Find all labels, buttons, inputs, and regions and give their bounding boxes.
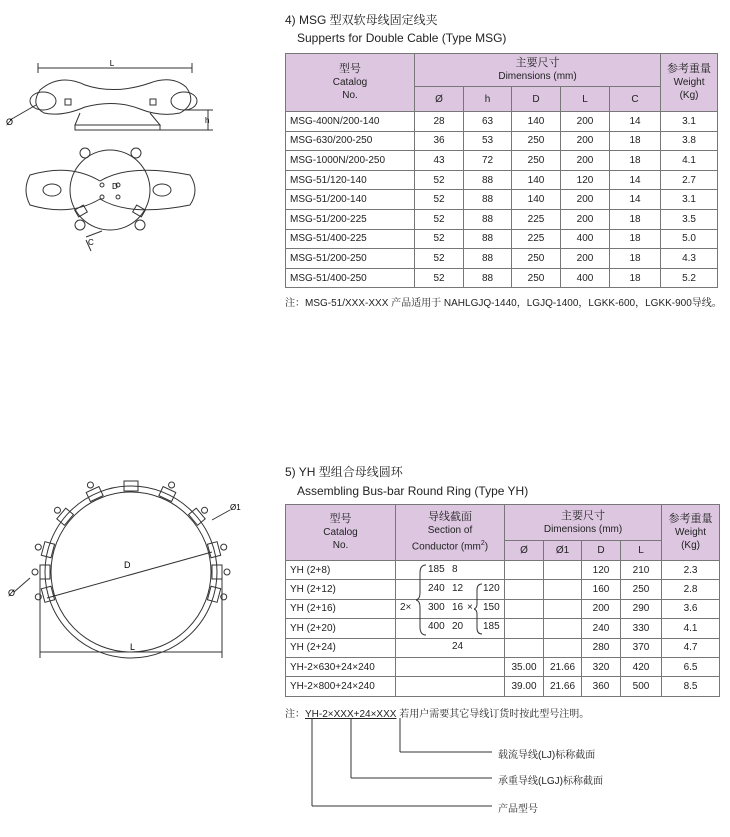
msg-dim-L: L — [109, 59, 115, 68]
msg-value-cell: 52 — [415, 190, 464, 210]
msg-value-cell: 43 — [415, 151, 464, 171]
ring-bolt-icon — [35, 586, 54, 602]
msg-value-cell: 200 — [561, 112, 610, 132]
yh-header-dimensions: 主要尺寸 Dimensions (mm) — [505, 505, 662, 541]
yh-header-catalog: 型号 Catalog No. — [286, 505, 396, 561]
msg-dim-D: D — [112, 182, 118, 191]
msg-value-cell: 400 — [561, 268, 610, 288]
yh-dim-phi: Ø — [8, 588, 16, 598]
yh-value-cell: 360 — [582, 677, 621, 696]
msg-value-cell: 200 — [561, 190, 610, 210]
msg-value-cell: 120 — [561, 170, 610, 190]
msg-value-cell: 36 — [415, 131, 464, 151]
yh-model-cell: YH (2+8) — [286, 561, 396, 580]
yh-model-cell: YH-2×630+24×240 — [286, 657, 396, 676]
yh-value-cell: 420 — [621, 657, 662, 676]
msg-value-cell: 52 — [415, 170, 464, 190]
table-row — [286, 131, 718, 151]
msg-value-cell: 88 — [464, 190, 512, 210]
table-row — [286, 151, 718, 171]
msg-value-cell: 200 — [561, 209, 610, 229]
yh-dim-phi1: Ø1 — [230, 503, 241, 512]
msg-dim-h: h — [205, 116, 210, 125]
msg-model-cell: MSG-51/200-140 — [286, 190, 415, 210]
msg-value-cell: 14 — [610, 170, 661, 190]
msg-value-cell: 72 — [464, 151, 512, 171]
msg-value-cell: 18 — [610, 229, 661, 249]
yh-header-weight: 参考重量 Weight (Kg) — [662, 505, 720, 561]
yh-legend-leaders — [300, 716, 530, 816]
yh-legend-item2: 承重导线(LGJ)标称截面 — [498, 776, 603, 787]
yh-value-cell — [505, 599, 544, 618]
ring-bolt-icon — [212, 565, 230, 579]
msg-value-cell: 18 — [610, 268, 661, 288]
msg-model-cell: MSG-51/200-225 — [286, 209, 415, 229]
yh-sec-r3-a: 300 — [428, 602, 445, 613]
yh-section-brace-right — [474, 582, 484, 636]
msg-value-cell: 18 — [610, 151, 661, 171]
msg-value-cell: 4.3 — [661, 249, 718, 269]
msg-model-cell: MSG-400N/200-140 — [286, 112, 415, 132]
yh-dim-D: D — [124, 560, 131, 570]
msg-value-cell: 250 — [512, 131, 561, 151]
yh-header-section: 导线截面 Section of Conductor $(mm^2)$ — [396, 505, 505, 561]
msg-value-cell: 52 — [415, 229, 464, 249]
msg-value-cell: 200 — [561, 131, 610, 151]
msg-value-cell: 4.1 — [661, 151, 718, 171]
msg-value-cell: 88 — [464, 170, 512, 190]
msg-model-cell: MSG-630/200-250 — [286, 131, 415, 151]
yh-value-cell: 280 — [582, 638, 621, 657]
yh-value-cell — [505, 619, 544, 638]
yh-value-cell — [544, 619, 582, 638]
msg-value-cell: 250 — [512, 151, 561, 171]
msg-value-cell: 2.7 — [661, 170, 718, 190]
yh-model-cell: YH (2+16) — [286, 599, 396, 618]
msg-value-cell: 88 — [464, 229, 512, 249]
yh-sec-r3-b: 16 — [452, 602, 464, 613]
yh-value-cell: 500 — [621, 677, 662, 696]
yh-col-L: L — [621, 541, 662, 561]
yh-model-cell: YH (2+12) — [286, 580, 396, 599]
yh-dim-L: L — [130, 642, 136, 652]
yh-value-cell: 250 — [621, 580, 662, 599]
yh-model-cell: YH-2×800+24×240 — [286, 677, 396, 696]
table-row — [286, 170, 718, 190]
yh-sec-r1-b: 8 — [452, 564, 458, 575]
msg-value-cell: 53 — [464, 131, 512, 151]
yh-section-prefix: 2× — [400, 602, 412, 613]
yh-legend-item1: 载流导线(LJ)标称截面 — [498, 750, 596, 761]
yh-note-code: YH-2×XXX+24×XXX — [305, 709, 397, 720]
table-row — [286, 249, 718, 269]
yh-value-cell: 35.00 — [505, 657, 544, 676]
msg-header-weight: 参考重量 Weight (Kg) — [661, 54, 718, 112]
yh-sec-r1-a: 185 — [428, 564, 445, 575]
yh-ring-drawing — [0, 480, 262, 665]
msg-col-h: h — [464, 87, 512, 112]
yh-value-cell — [544, 638, 582, 657]
msg-value-cell: 63 — [464, 112, 512, 132]
yh-value-cell — [544, 599, 582, 618]
yh-value-cell: 4.1 — [662, 619, 720, 638]
msg-value-cell: 3.1 — [661, 112, 718, 132]
msg-value-cell: 250 — [512, 249, 561, 269]
msg-value-cell: 14 — [610, 190, 661, 210]
yh-subtitle: Assembling Bus-bar Round Ring (Type YH) — [297, 484, 529, 498]
msg-value-cell: 200 — [561, 249, 610, 269]
yh-section-block — [396, 561, 504, 661]
yh-value-cell: 320 — [582, 657, 621, 676]
msg-value-cell: 3.8 — [661, 131, 718, 151]
yh-value-cell — [505, 561, 544, 580]
yh-model-cell: YH (2+20) — [286, 619, 396, 638]
yh-value-cell — [505, 638, 544, 657]
yh-sec-r3-x: × — [467, 602, 473, 613]
msg-value-cell: 400 — [561, 229, 610, 249]
msg-spec-table — [285, 53, 718, 288]
ring-bolt-icon — [207, 586, 226, 602]
yh-legend-item3: 产品型号 — [498, 804, 538, 815]
yh-title: 5) YH 型组合母线圆环 — [285, 465, 403, 479]
yh-value-cell: 210 — [621, 561, 662, 580]
msg-value-cell: 88 — [464, 249, 512, 269]
msg-value-cell: 3.1 — [661, 190, 718, 210]
yh-value-cell: 240 — [582, 619, 621, 638]
msg-model-cell: MSG-51/400-225 — [286, 229, 415, 249]
msg-dim-C: C — [88, 238, 94, 247]
yh-col-phi1: Ø1 — [544, 541, 582, 561]
yh-sec-r4-c: 185 — [483, 621, 500, 632]
yh-value-cell — [505, 580, 544, 599]
yh-value-cell: 200 — [582, 599, 621, 618]
yh-col-D: D — [582, 541, 621, 561]
yh-value-cell — [544, 580, 582, 599]
msg-model-cell: MSG-51/200-250 — [286, 249, 415, 269]
msg-value-cell: 14 — [610, 112, 661, 132]
table-row — [286, 112, 718, 132]
msg-value-cell: 18 — [610, 209, 661, 229]
yh-value-cell: 160 — [582, 580, 621, 599]
msg-model-cell: MSG-1000N/200-250 — [286, 151, 415, 171]
table-row — [286, 209, 718, 229]
table-row — [286, 677, 720, 696]
ring-bolt-icon — [54, 507, 73, 525]
msg-value-cell: 52 — [415, 249, 464, 269]
msg-header-dimensions: 主要尺寸 Dimensions (mm) — [415, 54, 661, 87]
yh-sec-r5: 24 — [452, 641, 464, 652]
msg-header-catalog: 型号 Catalog No. — [286, 54, 415, 112]
msg-col-C: C — [610, 87, 661, 112]
msg-title: 4) MSG 型双软母线固定线夹 — [285, 13, 438, 27]
yh-sec-r4-a: 400 — [428, 621, 445, 632]
yh-sec-r4-b: 20 — [452, 621, 464, 632]
msg-value-cell: 200 — [561, 151, 610, 171]
msg-col-L: L — [561, 87, 610, 112]
yh-value-cell: 370 — [621, 638, 662, 657]
yh-sec-r3-c: 150 — [483, 602, 500, 613]
ring-bolt-icon — [189, 507, 208, 525]
yh-sec-r2-b: 12 — [452, 583, 464, 594]
yh-value-cell: 290 — [621, 599, 662, 618]
yh-value-cell: 4.7 — [662, 638, 720, 657]
msg-value-cell: 225 — [512, 229, 561, 249]
msg-col-phi: Ø — [415, 87, 464, 112]
msg-clamp-drawing — [0, 55, 260, 255]
msg-value-cell: 88 — [464, 268, 512, 288]
msg-value-cell: 225 — [512, 209, 561, 229]
msg-value-cell: 88 — [464, 209, 512, 229]
ring-bolt-icon — [35, 542, 54, 558]
yh-note-text: 若用户需要其它导线订货时按此型号注明。 — [399, 709, 590, 720]
msg-dim-phi: Ø — [6, 117, 14, 127]
yh-model-cell: YH (2+24) — [286, 638, 396, 657]
yh-sec-r2-c: 120 — [483, 583, 500, 594]
yh-value-cell: 3.6 — [662, 599, 720, 618]
msg-model-cell: MSG-51/400-250 — [286, 268, 415, 288]
yh-value-cell — [544, 561, 582, 580]
yh-col-phi: Ø — [505, 541, 544, 561]
msg-value-cell: 140 — [512, 170, 561, 190]
yh-sec-r2-a: 240 — [428, 583, 445, 594]
msg-value-cell: 140 — [512, 190, 561, 210]
msg-value-cell: 3.5 — [661, 209, 718, 229]
msg-subtitle: Supperts for Double Cable (Type MSG) — [297, 31, 507, 45]
table-row — [286, 190, 718, 210]
msg-value-cell: 18 — [610, 249, 661, 269]
yh-value-cell: 8.5 — [662, 677, 720, 696]
table-row — [286, 229, 718, 249]
msg-value-cell: 28 — [415, 112, 464, 132]
msg-value-cell: 52 — [415, 209, 464, 229]
msg-value-cell: 52 — [415, 268, 464, 288]
yh-value-cell: 330 — [621, 619, 662, 638]
yh-section-cell — [396, 677, 505, 696]
ring-bolt-icon — [207, 542, 226, 558]
msg-value-cell: 250 — [512, 268, 561, 288]
yh-value-cell: 39.00 — [505, 677, 544, 696]
msg-model-cell: MSG-51/120-140 — [286, 170, 415, 190]
yh-value-cell: 120 — [582, 561, 621, 580]
msg-note: 注：MSG-51/XXX-XXX 产品适用于 NAHLGJQ-1440，LGJQ-1400，LGKK-600，LGKK-900导线。 — [285, 298, 722, 309]
yh-value-cell: 2.3 — [662, 561, 720, 580]
msg-value-cell: 5.0 — [661, 229, 718, 249]
yh-value-cell: 21.66 — [544, 677, 582, 696]
yh-note-prefix: 注： — [285, 709, 305, 720]
msg-col-D: D — [512, 87, 561, 112]
msg-value-cell: 5.2 — [661, 268, 718, 288]
ring-bolt-icon — [32, 565, 50, 579]
table-row — [286, 268, 718, 288]
yh-value-cell: 21.66 — [544, 657, 582, 676]
msg-value-cell: 18 — [610, 131, 661, 151]
yh-value-cell: 6.5 — [662, 657, 720, 676]
msg-value-cell: 140 — [512, 112, 561, 132]
yh-value-cell: 2.8 — [662, 580, 720, 599]
